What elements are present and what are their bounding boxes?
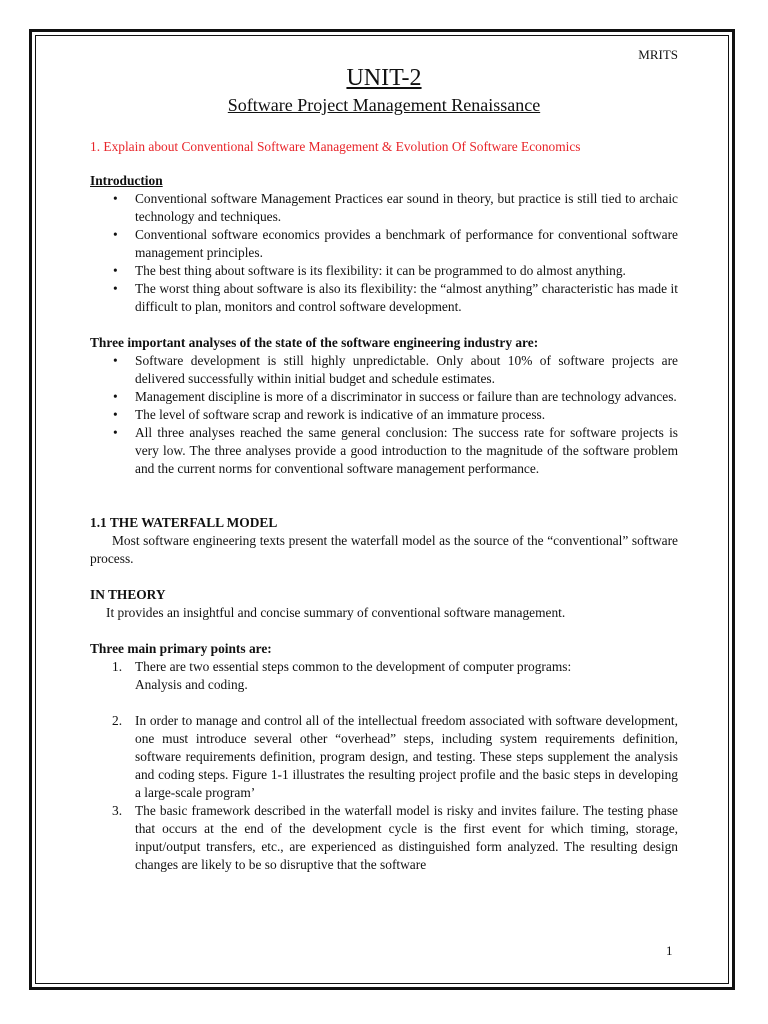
points-list-continued [90,712,678,874]
introduction-list [90,190,678,316]
page-number: 1 [666,943,673,958]
points-list [90,658,678,676]
list-item: • The best thing about software is its flexibility: it can be programmed to do almost anything. [135,262,678,280]
list-item: • The level of software scrap and rework is indicative of an immature process. [135,406,678,424]
header-label: MRITS [638,47,678,62]
list-item-text: The basic framework described in the waterfall model is risky and invites failure. The testing phase that occurs at the end of the development cycle is the first event for which timing, storage, input/output transfers, etc., are experienced as distinguished form analyzed. The resulting design changes are likely to be so disruptive that the software [135,803,678,872]
list-item-text: There are two essential steps common to the development of computer programs: [135,659,572,674]
list-item [112,802,678,874]
list-item: • Management discipline is more of a discriminator in success or failure than are technology advances. [135,388,678,406]
waterfall-paragraph: Most software engineering texts present the waterfall model as the source of the “conventional” software process. [90,533,678,566]
unit-title: UNIT-2 [346,65,422,91]
list-item: • The worst thing about software is also its flexibility: the “almost anything” characteristic has made it difficult to plan, monitors and control software development. [135,280,678,316]
list-item: • Conventional software economics provides a benchmark of performance for conventional software management principles. [135,226,678,262]
list-number: 1. [112,659,123,674]
list-item: • Conventional software Management Practices ear sound in theory, but practice is still tied to archaic technology and techniques. [135,190,678,226]
question-text: 1. Explain about Conventional Software Management & Evolution Of Software Economics [90,139,581,154]
theory-heading: IN THEORY [90,587,166,602]
points-heading: Three main primary points are: [90,641,272,656]
analyses-list [90,352,678,478]
list-item-continuation: Analysis and coding. [135,677,248,692]
points-continuation [90,676,678,694]
list-item [112,658,678,676]
list-number: 3. [112,803,123,818]
list-number: 2. [112,713,123,728]
analyses-heading: Three important analyses of the state of the software engineering industry are: [90,335,539,350]
list-item: • Software development is still highly unpredictable. Only about 10% of software projects are delivered successfully within initial budget and schedule estimates. [135,352,678,388]
list-item [112,712,678,802]
document-page [90,46,678,874]
list-item-text: In order to manage and control all of the intellectual freedom associated with software development, one must introduce several other “overhead” steps, including system requirements definition, software requirements definition, program design, and testing. These steps supplement the analysis and coding steps. Figure 1-1 illustrates the resulting project profile and the basic steps in developing a large-scale program’ [135,713,678,800]
introduction-heading: Introduction [90,173,163,188]
waterfall-heading: 1.1 THE WATERFALL MODEL [90,515,278,530]
document-subtitle: Software Project Management Renaissance [227,95,541,115]
theory-paragraph: It provides an insightful and concise summary of conventional software management. [106,605,566,620]
list-item: • All three analyses reached the same general conclusion: The success rate for software projects is very low. The three analyses provide a good introduction to the magnitude of the software problem and the current norms for conventional software management performance. [135,424,678,478]
